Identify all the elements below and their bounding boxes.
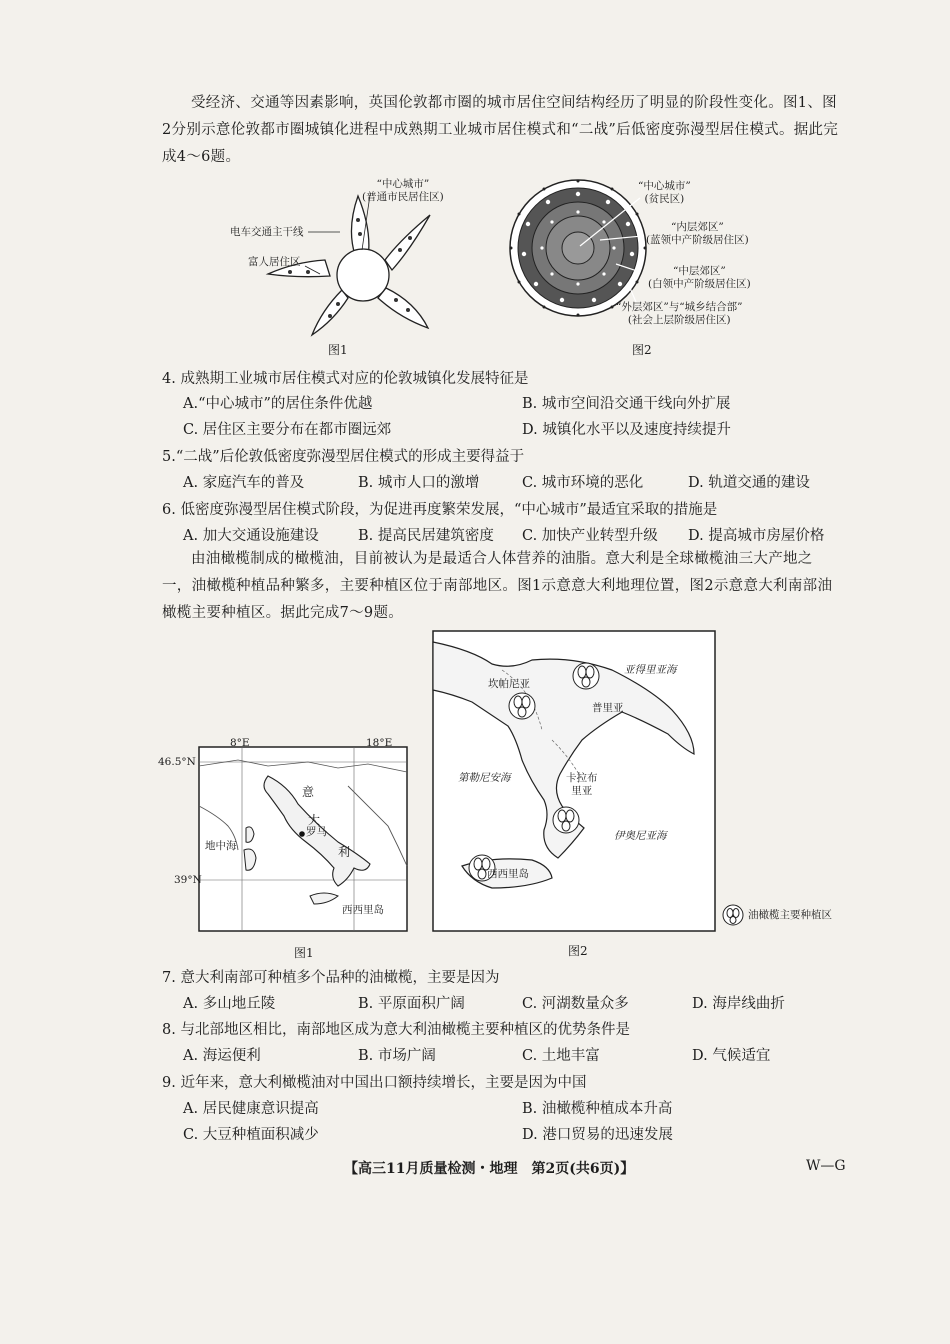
q5-option-c[interactable]: C. 城市环境的恶化 xyxy=(522,475,644,491)
map1-lon-8e: 8°E xyxy=(230,737,250,749)
map2-label-tyrrhenian: 第勒尼安海 xyxy=(458,772,511,784)
fig2-outer-label: “外层郊区”与“城乡结合部” (社会上层阶级居住区) xyxy=(616,301,743,326)
q4-option-c[interactable]: C. 居住区主要分布在都市圈远郊 xyxy=(183,422,392,438)
intro-paragraph-1: 受经济、交通等因素影响，英国伦敦都市圈的城市居住空间结构经历了明显的阶段性变化。图1、图2分别示意伦敦都市圈城镇化进程中成熟期工业城市居住模式和“二战”后低密度弥漫型居住模式。据此完成4～6题。 xyxy=(162,95,839,165)
q8-option-a[interactable]: A. 海运便利 xyxy=(183,1048,261,1064)
q5-option-a[interactable]: A. 家庭汽车的普及 xyxy=(183,475,305,491)
fig2-middle-label: “中层郊区” (白领中产阶级居住区) xyxy=(648,265,751,290)
fig2-inner-label: “内层郊区” (蓝领中产阶级居住区) xyxy=(646,221,749,246)
q7-option-c[interactable]: C. 河湖数量众多 xyxy=(522,996,629,1012)
q6-option-c[interactable]: C. 加快产业转型升级 xyxy=(522,528,658,544)
q8-option-d[interactable]: D. 气候适宜 xyxy=(692,1048,771,1064)
q7-option-a[interactable]: A. 多山地丘陵 xyxy=(183,996,276,1012)
map2-label-apulia: 普里亚 xyxy=(592,702,624,714)
map1-lat-46-5n: 46.5°N xyxy=(158,756,196,768)
question-4-stem: 4. 成熟期工业城市居住模式对应的伦敦城镇化发展特征是 xyxy=(162,371,529,387)
fig2-caption: 图2 xyxy=(632,343,652,357)
page-footer: 【高三11月质量检测・地理 第2页(共6页)】 xyxy=(344,1161,635,1177)
fig1-center-label: “中心城市” (普通市民居住区) xyxy=(362,178,444,203)
q5-option-b[interactable]: B. 城市人口的激增 xyxy=(358,475,480,491)
q9-option-c[interactable]: C. 大豆种植面积减少 xyxy=(183,1127,319,1143)
map2-label-adriatic: 亚得里亚海 xyxy=(624,664,677,676)
question-5-stem: 5.“二战”后伦敦低密度弥漫型居住模式的形成主要得益于 xyxy=(162,449,525,465)
map1-label-rome: 罗马 xyxy=(306,826,327,838)
q9-option-a[interactable]: A. 居民健康意识提高 xyxy=(183,1101,319,1117)
map2-legend-label: 油橄榄主要种植区 xyxy=(748,909,832,921)
map1-label-yi: 意 xyxy=(302,785,315,799)
concentric-model-diagram xyxy=(508,178,648,318)
q7-option-b[interactable]: B. 平原面积广阔 xyxy=(358,996,465,1012)
q4-option-a[interactable]: A.“中心城市”的居住条件优越 xyxy=(183,396,373,412)
fig2-center-label: “中心城市” (贫民区) xyxy=(638,180,691,205)
map2-label-ionian: 伊奥尼亚海 xyxy=(614,830,667,842)
map2-label-sicily: 西西里岛 xyxy=(487,868,529,880)
olive-legend-icon xyxy=(722,904,744,926)
q9-option-d[interactable]: D. 港口贸易的迅速发展 xyxy=(522,1127,673,1143)
question-9-stem: 9. 近年来，意大利橄榄油对中国出口额持续增长，主要是因为中国 xyxy=(162,1075,587,1091)
intro-paragraph-2: 由油橄榄制成的橄榄油，目前被认为是最适合人体营养的油脂。意大利是全球橄榄油三大产地之一，油橄榄种植品种繁多，主要种植区位于南部地区。图1示意意大利地理位置，图2示意意大利南部油橄榄主要种植区。据此完成7～9题。 xyxy=(162,551,833,621)
map2-label-campania: 坎帕尼亚 xyxy=(488,678,530,690)
question-6-stem: 6. 低密度弥漫型居住模式阶段，为促进再度繁荣发展，“中心城市”最适宜采取的措施是 xyxy=(162,502,718,518)
q6-option-d[interactable]: D. 提高城市房屋价格 xyxy=(688,528,825,544)
map1-label-li: 利 xyxy=(338,845,351,859)
map1-label-da: 大 xyxy=(308,813,321,827)
map1-lat-39n: 39°N xyxy=(174,874,202,886)
q9-option-b[interactable]: B. 油橄榄种植成本升高 xyxy=(522,1101,673,1117)
fig1-caption: 图1 xyxy=(328,343,348,357)
q5-option-d[interactable]: D. 轨道交通的建设 xyxy=(688,475,810,491)
q6-option-b[interactable]: B. 提高民居建筑密度 xyxy=(358,528,494,544)
q6-option-a[interactable]: A. 加大交通设施建设 xyxy=(183,528,319,544)
question-7-stem: 7. 意大利南部可种植多个品种的油橄榄，主要是因为 xyxy=(162,970,500,986)
q7-option-d[interactable]: D. 海岸线曲折 xyxy=(692,996,785,1012)
fig1-tram-label: 电车交通主干线 xyxy=(230,226,304,238)
q8-option-b[interactable]: B. 市场广阔 xyxy=(358,1048,436,1064)
map1-label-mediterranean: 地中海 xyxy=(205,840,237,852)
paper-code: W—G xyxy=(806,1158,846,1174)
map1-lon-18e: 18°E xyxy=(366,737,393,749)
q8-option-c[interactable]: C. 土地丰富 xyxy=(522,1048,600,1064)
fig1-rich-label: 富人居住区 xyxy=(248,256,301,268)
q4-option-b[interactable]: B. 城市空间沿交通干线向外扩展 xyxy=(522,396,731,412)
map2-label-calabria: 卡拉布 里亚 xyxy=(566,772,598,797)
q4-option-d[interactable]: D. 城镇化水平以及速度持续提升 xyxy=(522,422,731,438)
map2-caption: 图2 xyxy=(568,944,588,958)
map1-caption: 图1 xyxy=(294,946,314,960)
question-8-stem: 8. 与北部地区相比，南部地区成为意大利油橄榄主要种植区的优势条件是 xyxy=(162,1022,630,1038)
map1-label-sicily: 西西里岛 xyxy=(342,904,384,916)
